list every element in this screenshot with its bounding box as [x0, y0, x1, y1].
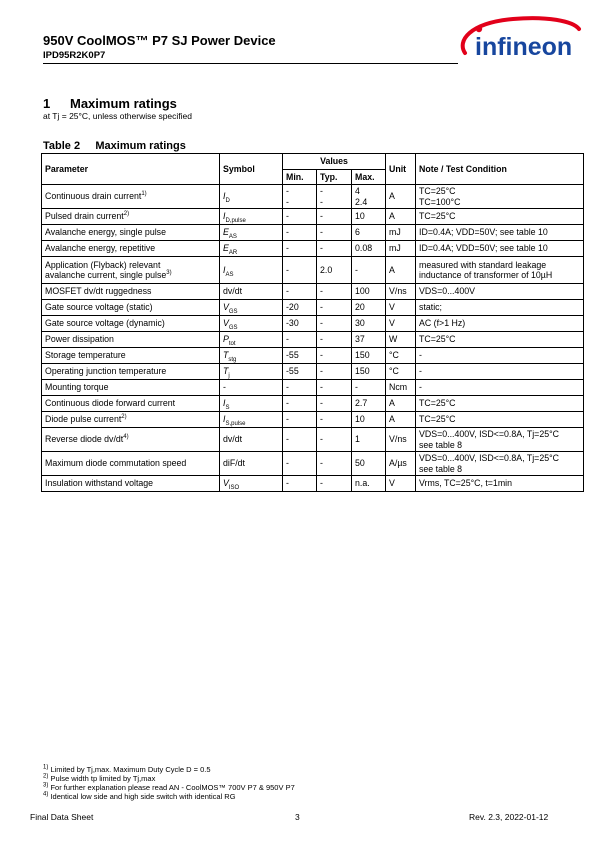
- cell-unit: mJ: [386, 241, 416, 257]
- cell-max: 0.08: [352, 241, 386, 257]
- cell-parameter: Pulsed drain current$^{2)}$: [42, 209, 220, 225]
- cell-unit: V/ns: [386, 284, 416, 300]
- cell-symbol: $I_{S,pulse}$: [220, 412, 283, 428]
- cell-parameter: Gate source voltage (static): [42, 300, 220, 316]
- cell-symbol: $V_{GS}$: [220, 300, 283, 316]
- document-title: 950V CoolMOS™ P7 SJ Power Device: [43, 33, 276, 48]
- cell-parameter: Operating junction temperature: [42, 364, 220, 380]
- cell-max: 2.7: [352, 396, 386, 412]
- table-body: [42, 185, 584, 492]
- cell-symbol: $V_{GS}$: [220, 316, 283, 332]
- cell-symbol: dv/dt: [220, 284, 283, 300]
- cell-note: VDS=0...400V, ISD<=0.8A, Tj=25°C see table 8: [416, 452, 584, 476]
- cell-max: 10: [352, 412, 386, 428]
- maximum-ratings-table: [41, 153, 584, 492]
- table-row: [42, 209, 584, 225]
- cell-typ: 2.0: [317, 257, 352, 284]
- cell-symbol: $T_j$: [220, 364, 283, 380]
- cell-typ: -: [317, 396, 352, 412]
- footnote: $^{4)}$ Identical low side and high side switch with identical RG: [43, 791, 236, 801]
- cell-min: -: [283, 396, 317, 412]
- cell-parameter: Avalanche energy, repetitive: [42, 241, 220, 257]
- cell-symbol: dv/dt: [220, 428, 283, 452]
- cell-min: -: [283, 257, 317, 284]
- cell-parameter: MOSFET dv/dt ruggedness: [42, 284, 220, 300]
- cell-min: -: [283, 428, 317, 452]
- cell-note: TC=25°C: [416, 396, 584, 412]
- cell-typ: -: [317, 241, 352, 257]
- cell-parameter: Mounting torque: [42, 380, 220, 396]
- part-number: IPD95R2K0P7: [43, 50, 106, 61]
- table-row: [42, 284, 584, 300]
- table-row: [42, 316, 584, 332]
- cell-note: ID=0.4A; VDD=50V; see table 10: [416, 241, 584, 257]
- cell-symbol: $E_{AS}$: [220, 225, 283, 241]
- table-row: [42, 428, 584, 452]
- cell-symbol: -: [220, 380, 283, 396]
- footnote: $^{2)}$ Pulse width tp limited by Tj,max: [43, 773, 156, 783]
- cell-max: 37: [352, 332, 386, 348]
- cell-typ: -: [317, 348, 352, 364]
- cell-max: 4 2.4: [352, 185, 386, 209]
- cell-unit: V: [386, 476, 416, 492]
- header-values: Values: [283, 154, 386, 170]
- cell-unit: V/ns: [386, 428, 416, 452]
- cell-min: -: [283, 284, 317, 300]
- cell-typ: -: [317, 452, 352, 476]
- cell-symbol: $V_{ISO}$: [220, 476, 283, 492]
- cell-unit: Ncm: [386, 380, 416, 396]
- header-unit: Unit: [386, 154, 416, 185]
- cell-max: n.a.: [352, 476, 386, 492]
- logo-wordmark: infineon: [475, 33, 573, 61]
- cell-symbol: $I_S$: [220, 396, 283, 412]
- section-subtitle: at Tj = 25°C, unless otherwise specified: [43, 111, 192, 121]
- cell-unit: A: [386, 257, 416, 284]
- cell-typ: -: [317, 412, 352, 428]
- cell-parameter: Reverse diode $dv/dt^{4)}$: [42, 428, 220, 452]
- cell-max: 10: [352, 209, 386, 225]
- cell-parameter: Gate source voltage (dynamic): [42, 316, 220, 332]
- cell-parameter: Continuous diode forward current: [42, 396, 220, 412]
- cell-symbol: $P_{tot}$: [220, 332, 283, 348]
- cell-min: -: [283, 452, 317, 476]
- cell-unit: A/µs: [386, 452, 416, 476]
- table-row: [42, 348, 584, 364]
- cell-note: ID=0.4A; VDD=50V; see table 10: [416, 225, 584, 241]
- cell-parameter: Continuous drain current$^{1)}$: [42, 185, 220, 209]
- cell-max: 30: [352, 316, 386, 332]
- footer-page-number: 3: [295, 812, 300, 822]
- table-row: [42, 185, 584, 209]
- cell-parameter: Insulation withstand voltage: [42, 476, 220, 492]
- cell-min: -: [283, 209, 317, 225]
- table-row: [42, 412, 584, 428]
- cell-max: 1: [352, 428, 386, 452]
- cell-typ: -: [317, 284, 352, 300]
- cell-unit: A: [386, 412, 416, 428]
- cell-max: 150: [352, 348, 386, 364]
- cell-unit: A: [386, 209, 416, 225]
- cell-unit: W: [386, 332, 416, 348]
- cell-unit: V: [386, 300, 416, 316]
- cell-note: -: [416, 364, 584, 380]
- cell-min: -: [283, 476, 317, 492]
- infineon-logo: [455, 15, 583, 65]
- header-divider: [43, 63, 458, 64]
- cell-typ: -: [317, 225, 352, 241]
- header-min: Min.: [283, 170, 317, 185]
- footnote: $^{3)}$ For further explanation please read AN - CoolMOS™ 700V P7 & 950V P7: [43, 782, 295, 792]
- cell-note: TC=25°C: [416, 332, 584, 348]
- cell-note: -: [416, 380, 584, 396]
- cell-note: TC=25°C: [416, 412, 584, 428]
- cell-unit: °C: [386, 364, 416, 380]
- cell-min: -30: [283, 316, 317, 332]
- cell-note: TC=25°C: [416, 209, 584, 225]
- cell-typ: - -: [317, 185, 352, 209]
- table-row: [42, 257, 584, 284]
- cell-note: TC=25°C TC=100°C: [416, 185, 584, 209]
- header-symbol: Symbol: [220, 154, 283, 185]
- table-row: [42, 300, 584, 316]
- cell-unit: °C: [386, 348, 416, 364]
- table-row: [42, 225, 584, 241]
- footnote: $^{1)}$ Limited by Tj,max. Maximum Duty Cycle D = 0.5: [43, 764, 211, 774]
- cell-min: -: [283, 380, 317, 396]
- cell-max: 6: [352, 225, 386, 241]
- cell-min: -: [283, 412, 317, 428]
- cell-typ: -: [317, 209, 352, 225]
- cell-symbol: $I_D$: [220, 185, 283, 209]
- cell-max: 20: [352, 300, 386, 316]
- cell-typ: -: [317, 428, 352, 452]
- cell-max: 150: [352, 364, 386, 380]
- header-parameter: Parameter: [42, 154, 220, 185]
- cell-max: -: [352, 257, 386, 284]
- cell-note: VDS=0...400V: [416, 284, 584, 300]
- table-row: [42, 476, 584, 492]
- cell-min: -20: [283, 300, 317, 316]
- cell-typ: -: [317, 316, 352, 332]
- cell-parameter: Power dissipation: [42, 332, 220, 348]
- cell-note: AC (f>1 Hz): [416, 316, 584, 332]
- table-row: [42, 380, 584, 396]
- cell-note: -: [416, 348, 584, 364]
- header-max: Max.: [352, 170, 386, 185]
- cell-parameter: Maximum diode commutation speed: [42, 452, 220, 476]
- footnote-ref: 2): [123, 211, 130, 218]
- table-row: [42, 452, 584, 476]
- cell-typ: -: [317, 332, 352, 348]
- footer-revision: Rev. 2.3, 2022-01-12: [469, 812, 549, 822]
- cell-parameter: Avalanche energy, single pulse: [42, 225, 220, 241]
- cell-parameter: Storage temperature: [42, 348, 220, 364]
- cell-min: -: [283, 225, 317, 241]
- cell-max: 100: [352, 284, 386, 300]
- table-caption: Table 2 Maximum ratings: [43, 140, 186, 152]
- section-title: Maximum ratings: [70, 96, 177, 111]
- cell-note: static;: [416, 300, 584, 316]
- footnote-ref: 3): [166, 270, 172, 277]
- cell-min: -: [283, 332, 317, 348]
- table-row: [42, 332, 584, 348]
- cell-min: -: [283, 241, 317, 257]
- cell-max: 50: [352, 452, 386, 476]
- cell-symbol: $I_{D,pulse}$: [220, 209, 283, 225]
- cell-parameter: Application (Flyback) relevant avalanche current, single pulse$^{3)}$: [42, 257, 220, 284]
- footer-doc-type: Final Data Sheet: [30, 812, 94, 822]
- footnote-ref: 2): [121, 414, 127, 421]
- header-note: Note / Test Condition: [416, 154, 584, 185]
- cell-max: -: [352, 380, 386, 396]
- cell-unit: mJ: [386, 225, 416, 241]
- cell-note: Vrms, TC=25°C, t=1min: [416, 476, 584, 492]
- cell-typ: -: [317, 364, 352, 380]
- cell-symbol: diF/dt: [220, 452, 283, 476]
- cell-note: VDS=0...400V, ISD<=0.8A, Tj=25°C see table 8: [416, 428, 584, 452]
- footnote-ref: 1): [141, 191, 147, 198]
- footnote-ref: 4): [123, 434, 129, 441]
- cell-symbol: $E_{AR}$: [220, 241, 283, 257]
- section-number: 1: [43, 96, 51, 111]
- header-typ: Typ.: [317, 170, 352, 185]
- cell-symbol: $I_{AS}$: [220, 257, 283, 284]
- cell-typ: -: [317, 476, 352, 492]
- cell-parameter: Diode pulse current$^{2)}$: [42, 412, 220, 428]
- footnotes: [43, 766, 295, 801]
- cell-symbol: $T_{stg}$: [220, 348, 283, 364]
- cell-min: -55: [283, 364, 317, 380]
- cell-min: -55: [283, 348, 317, 364]
- table-row: [42, 241, 584, 257]
- table-row: [42, 364, 584, 380]
- cell-typ: -: [317, 300, 352, 316]
- cell-unit: A: [386, 396, 416, 412]
- cell-typ: -: [317, 380, 352, 396]
- cell-min: - -: [283, 185, 317, 209]
- cell-unit: A: [386, 185, 416, 209]
- table-row: [42, 396, 584, 412]
- cell-unit: V: [386, 316, 416, 332]
- cell-note: measured with standard leakage inductance of transformer of 10µH: [416, 257, 584, 284]
